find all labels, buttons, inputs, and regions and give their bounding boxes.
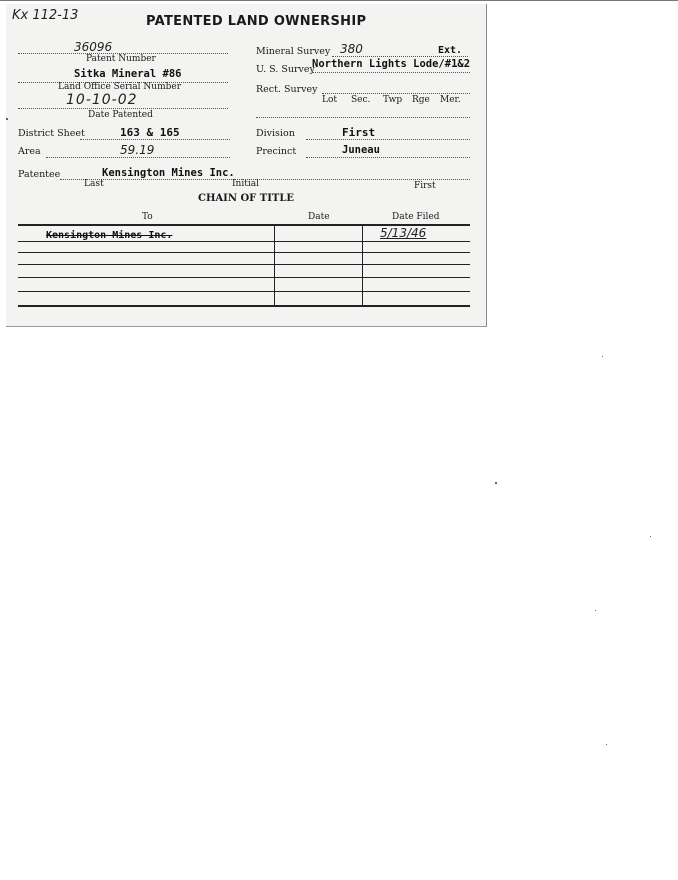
district-sheet-label: District Sheet: [18, 128, 85, 139]
patentee-first-label: First: [414, 181, 436, 191]
rect-survey-extra-line: [256, 117, 470, 118]
scan-speck: [602, 356, 603, 357]
patentee-value: Kensington Mines Inc.: [102, 167, 235, 179]
patentee-last-label: Last: [84, 179, 104, 189]
division-value: First: [342, 126, 376, 139]
chain-header-to: To: [142, 212, 153, 222]
chain-header-date: Date: [308, 212, 330, 222]
page-top-rule: [0, 0, 678, 1]
chain-divider-2: [362, 224, 363, 306]
chain-title: CHAIN OF TITLE: [198, 193, 294, 204]
serial-number-label: Land Office Serial Number: [58, 82, 182, 92]
chain-header-date-filed: Date Filed: [392, 212, 440, 222]
division-label: Division: [256, 128, 295, 139]
rect-twp-label: Twp: [383, 95, 403, 105]
serial-number-value: Sitka Mineral #86: [74, 68, 182, 80]
rect-sec-label: Sec.: [351, 95, 371, 105]
date-patented-label: Date Patented: [88, 110, 153, 120]
district-sheet-line: [80, 139, 230, 140]
precinct-label: Precinct: [256, 146, 297, 157]
chain-divider-1: [274, 224, 275, 306]
ownership-card: [6, 4, 487, 327]
mineral-survey-line: [332, 56, 468, 57]
us-survey-line: [312, 72, 470, 73]
corner-note: Kx 112-13: [12, 8, 79, 23]
page-title: PATENTED LAND OWNERSHIP: [146, 14, 367, 29]
mineral-survey-ext: Ext.: [438, 45, 463, 56]
date-patented-line: [18, 108, 228, 109]
rect-survey-line: [322, 93, 470, 94]
rect-survey-label: Rect. Survey: [256, 84, 318, 95]
scan-speck: [595, 610, 596, 611]
area-label: Area: [18, 146, 41, 157]
patent-number-value: 36096: [74, 40, 113, 54]
rect-rge-label: Rge: [412, 95, 430, 105]
area-line: [46, 157, 230, 158]
scan-speck: [495, 482, 497, 484]
date-patented-value: 10-10-02: [66, 92, 138, 108]
rect-mer-label: Mer.: [440, 95, 461, 105]
chain-row-rule-2: [18, 252, 470, 253]
chain-bottom-rule: [18, 305, 470, 307]
scan-speck: [650, 536, 651, 537]
patentee-initial-label: Initial: [232, 179, 259, 189]
scan-speck: [6, 118, 8, 120]
district-sheet-value: 163 & 165: [120, 126, 180, 139]
rect-lot-label: Lot: [322, 95, 338, 105]
patentee-label: Patentee: [18, 169, 61, 180]
patent-number-label: Patent Number: [86, 54, 156, 64]
division-line: [306, 139, 470, 140]
chain-row-rule-3: [18, 264, 470, 265]
scan-speck: [606, 744, 607, 745]
chain-row-rule-5: [18, 291, 470, 292]
us-survey-label: U. S. Survey: [256, 64, 315, 75]
chain-row-date-filed: 5/13/46: [380, 226, 427, 240]
precinct-value: Juneau: [342, 144, 380, 156]
area-value: 59.19: [120, 143, 155, 157]
precinct-line: [306, 157, 470, 158]
chain-row-rule-1: [18, 241, 470, 242]
chain-row-to: Kensington Mines Inc.: [46, 230, 173, 241]
mineral-survey-label: Mineral Survey: [256, 46, 331, 57]
patentee-line: [60, 179, 470, 180]
mineral-survey-value: 380: [340, 42, 363, 56]
us-survey-value: Northern Lights Lode/#1&2: [312, 58, 471, 70]
chain-row-rule-4: [18, 277, 470, 278]
